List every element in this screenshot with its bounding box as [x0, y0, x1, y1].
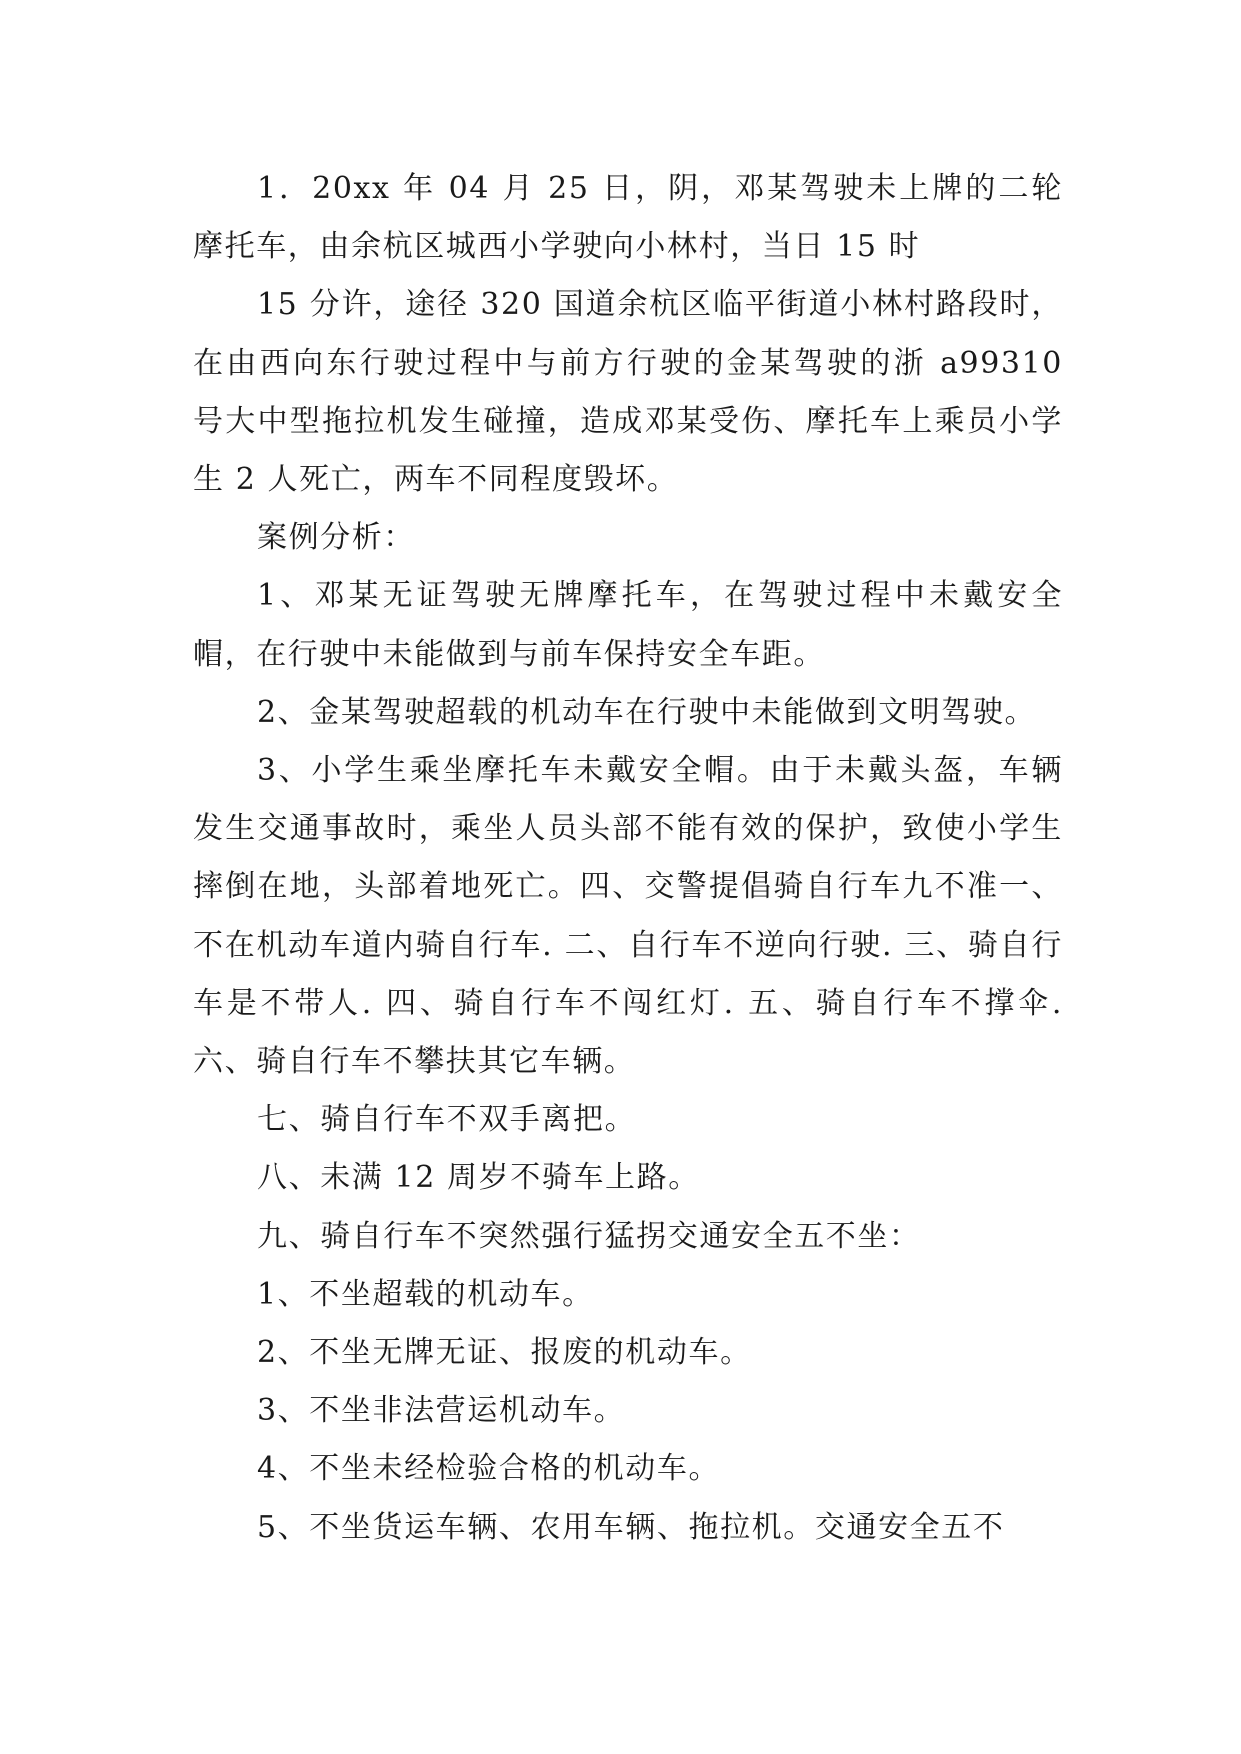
paragraph-no-ride-4: 4、不坐未经检验合格的机动车。: [257, 1451, 721, 1487]
paragraph-analysis-1: 1、邓某无证驾驶无牌摩托车，在驾驶过程中未戴安全帽，在行驶中未能做到与前车保持安全车距。: [193, 578, 1063, 672]
paragraph-no-ride-2: 2、不坐无牌无证、报废的机动车。: [257, 1335, 752, 1371]
document-body: [193, 160, 1063, 1557]
paragraph-rule-7: 七、骑自行车不双手离把。: [257, 1102, 637, 1138]
paragraph-no-ride-3: 3、不坐非法营运机动车。: [257, 1393, 626, 1429]
paragraph-no-ride-5: 5、不坐货运车辆、农用车辆、拖拉机。交通安全五不: [257, 1509, 1005, 1545]
paragraph-analysis-3: 3、小学生乘坐摩托车未戴安全帽。由于未戴头盔，车辆发生交通事故时，乘坐人员头部不能有效的保护，致使小学生摔倒在地，头部着地死亡。四、交警提倡骑自行车九不准一、不在机动车道内骑自行车. 二、自行车不逆向行驶. 三、骑自行车是不带人. 四、骑自行车不闯红灯. 五、骑自行车不撑伞. 六、骑自行车不攀扶其它车辆。: [193, 753, 1063, 1080]
paragraph-rule-9: 九、骑自行车不突然强行猛拐交通安全五不坐：: [257, 1218, 921, 1254]
paragraph-accident-detail: 15 分许，途径 320 国道余杭区临平街道小林村路段时，在由西向东行驶过程中与前方行驶的金某驾驶的浙 a99310 号大中型拖拉机发生碰撞，造成邓某受伤、摩托车上乘员小学生 2 人死亡，两车不同程度毁坏。: [193, 287, 1063, 498]
paragraph-accident-intro: 1．20xx 年 04 月 25 日，阴，邓某驾驶未上牌的二轮摩托车，由余杭区城西小学驶向小林村，当日 15 时: [193, 171, 1063, 265]
paragraph-rule-8: 八、未满 12 周岁不骑车上路。: [257, 1160, 700, 1196]
paragraph-no-ride-1: 1、不坐超载的机动车。: [257, 1276, 594, 1312]
paragraph-analysis-2: 2、金某驾驶超载的机动车在行驶中未能做到文明驾驶。: [257, 694, 1037, 730]
paragraph-analysis-heading: 案例分析：: [257, 520, 415, 556]
